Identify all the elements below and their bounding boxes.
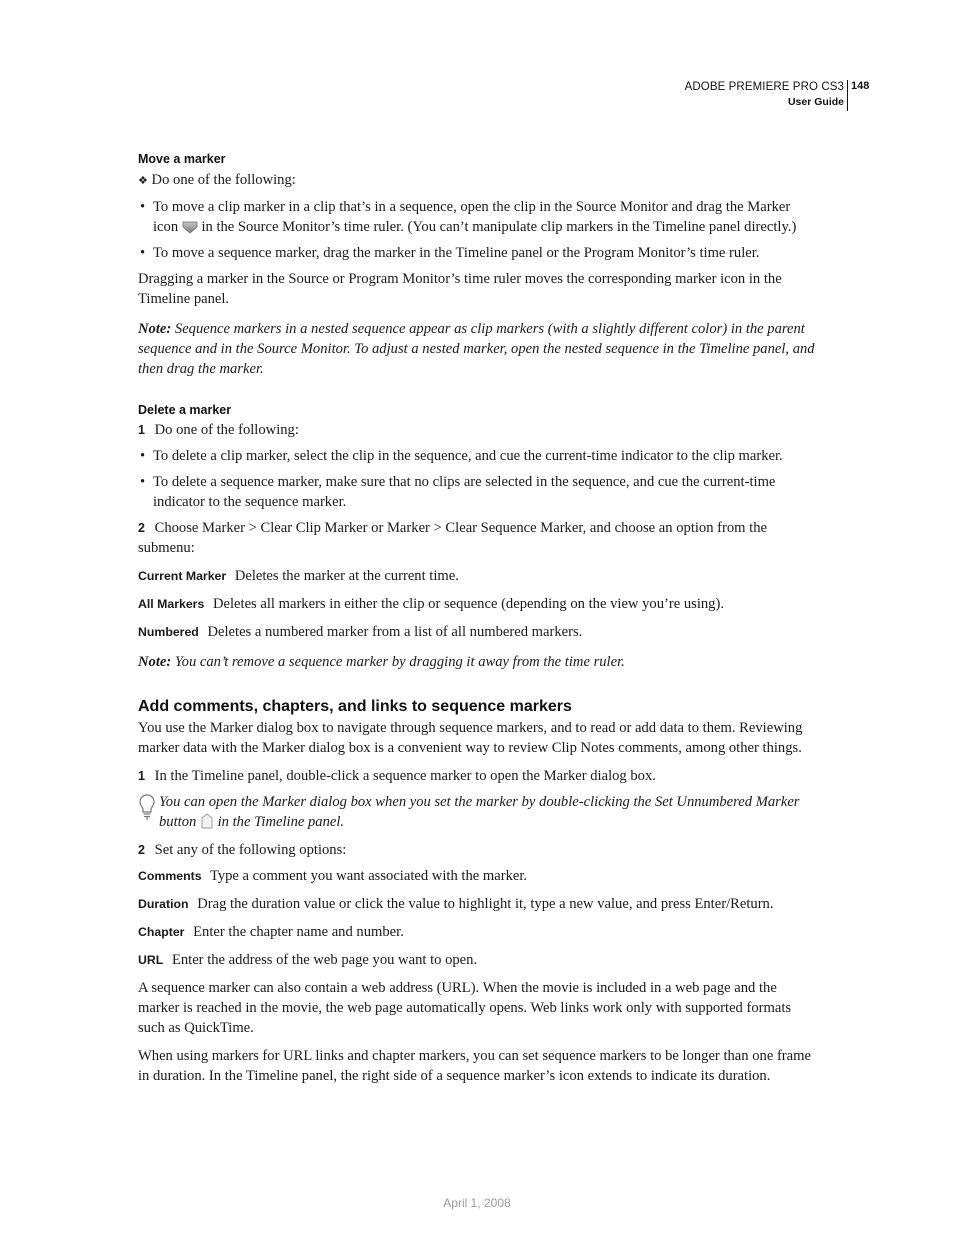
- add-step2: [138, 840, 818, 860]
- tip-text-b: in the Timeline panel.: [217, 814, 345, 830]
- list-item: [138, 446, 818, 466]
- move-marker-bullet1-b: in the Source Monitor’s time ruler. (You can’t manipulate clip markers in the Timeline panel directly.): [201, 219, 797, 235]
- delete-bullet1: To delete a clip marker, select the clip in the sequence, and cue the current-time indicator to the clip marker.: [153, 448, 783, 464]
- tip: [138, 792, 818, 832]
- option-row: [138, 866, 818, 886]
- option-term: Numbered: [138, 625, 199, 639]
- option-desc: Deletes all markers in either the clip or sequence (depending on the view you’re using).: [212, 596, 724, 612]
- guide-title: User Guide: [787, 96, 844, 108]
- tip-text-a: You can open the Marker dialog box when you set the marker by double-clicking the Set Unnumbered Marker button: [159, 794, 800, 830]
- section-heading-move-marker: Move a marker: [138, 152, 226, 166]
- move-marker-intro: [138, 170, 818, 191]
- add-step1: [138, 766, 818, 786]
- note-label: Note:: [138, 654, 172, 670]
- note-text: Sequence markers in a nested sequence appear as clip markers (with a slightly different color) in the parent sequence and in the Source Monitor. To adjust a nested marker, open the nested sequence in the Timeline panel, and then drag the marker.: [138, 321, 815, 377]
- option-row: [138, 566, 818, 586]
- note-label: Note:: [138, 321, 172, 337]
- bullet-dot-icon: •: [140, 448, 146, 464]
- step-number: 2: [138, 521, 145, 535]
- step-number: 2: [138, 843, 145, 857]
- page-content: [138, 150, 818, 1086]
- step-number: 1: [138, 769, 145, 783]
- header-divider: [847, 80, 848, 111]
- section-heading-add-comments: Add comments, chapters, and links to sequence markers: [138, 698, 572, 715]
- add-comments-intro: You use the Marker dialog box to navigate through sequence markers, and to read or add data to them. Reviewing marker data with the Marker dialog box is a convenient way to review Clip Notes comments, among other things.: [138, 720, 803, 756]
- step-number: 1: [138, 423, 145, 437]
- option-desc: Deletes the marker at the current time.: [234, 568, 459, 584]
- move-marker-bullet1-a: To move a clip marker in a clip that’s in a sequence, open the clip in the Source Monitor and drag the Marker icon: [153, 199, 791, 235]
- step-text: In the Timeline panel, double-click a sequence marker to open the Marker dialog box.: [154, 768, 656, 784]
- option-row: [138, 950, 818, 970]
- step-text: Set any of the following options:: [154, 842, 347, 858]
- option-term: Chapter: [138, 925, 185, 939]
- move-marker-bullet2: To move a sequence marker, drag the marker in the Timeline panel or the Program Monitor’s time ruler.: [153, 245, 760, 261]
- option-desc: Enter the chapter name and number.: [193, 924, 404, 940]
- option-term: Duration: [138, 897, 189, 911]
- marker-icon: [182, 220, 198, 234]
- set-unnumbered-marker-icon: [200, 813, 214, 829]
- add-comments-paragraph1: A sequence marker can also contain a web address (URL). When the movie is included in a web page and the marker is reached in the movie, the web page automatically opens. Web links work only with supported formats such as QuickTime.: [138, 980, 792, 1036]
- bullet-dot-icon: •: [140, 199, 146, 215]
- list-item: [138, 197, 818, 237]
- diamond-bullet-icon: ❖: [138, 175, 148, 187]
- book-title: ADOBE PREMIERE PRO CS3: [684, 81, 844, 93]
- option-desc: Enter the address of the web page you want to open.: [171, 952, 478, 968]
- list-item: [138, 472, 818, 512]
- delete-bullet2: To delete a sequence marker, make sure that no clips are selected in the sequence, and cue the current-time indicator to the sequence marker.: [153, 474, 776, 510]
- option-term: Current Marker: [138, 569, 227, 583]
- section-heading-delete-marker: Delete a marker: [138, 403, 232, 417]
- move-marker-note: [138, 319, 818, 379]
- option-term: URL: [138, 953, 164, 967]
- option-row: [138, 894, 818, 914]
- delete-step2: [138, 518, 818, 558]
- option-row: [138, 622, 818, 642]
- step-text: Choose Marker > Clear Clip Marker or Marker > Clear Sequence Marker, and choose an option from the submenu:: [138, 520, 768, 556]
- option-term: All Markers: [138, 597, 205, 611]
- option-desc: Deletes a numbered marker from a list of all numbered markers.: [207, 624, 583, 640]
- lightbulb-icon: [138, 793, 156, 821]
- footer-date: April 1, 2008: [443, 1196, 511, 1210]
- bullet-dot-icon: •: [140, 245, 146, 261]
- delete-marker-note: [138, 652, 818, 672]
- option-desc: Type a comment you want associated with the marker.: [209, 868, 528, 884]
- running-header: [685, 80, 844, 110]
- move-marker-paragraph: Dragging a marker in the Source or Program Monitor’s time ruler moves the corresponding marker icon in the Timeline panel.: [138, 271, 782, 307]
- option-desc: Drag the duration value or click the value to highlight it, type a new value, and press Enter/Return.: [197, 896, 774, 912]
- step-text: Do one of the following:: [154, 422, 299, 438]
- bullet-dot-icon: •: [140, 474, 146, 490]
- add-comments-paragraph2: When using markers for URL links and chapter markers, you can set sequence markers to be longer than one frame in duration. In the Timeline panel, the right side of a sequence marker’s icon extends to indicate its duration.: [138, 1048, 811, 1084]
- move-marker-intro-text: Do one of the following:: [151, 172, 296, 188]
- delete-step1: [138, 420, 818, 440]
- option-row: [138, 594, 818, 614]
- option-term: Comments: [138, 869, 202, 883]
- page-number: 148: [851, 80, 870, 92]
- option-row: [138, 922, 818, 942]
- note-text: You can’t remove a sequence marker by dragging it away from the time ruler.: [174, 654, 625, 670]
- list-item: [138, 243, 818, 263]
